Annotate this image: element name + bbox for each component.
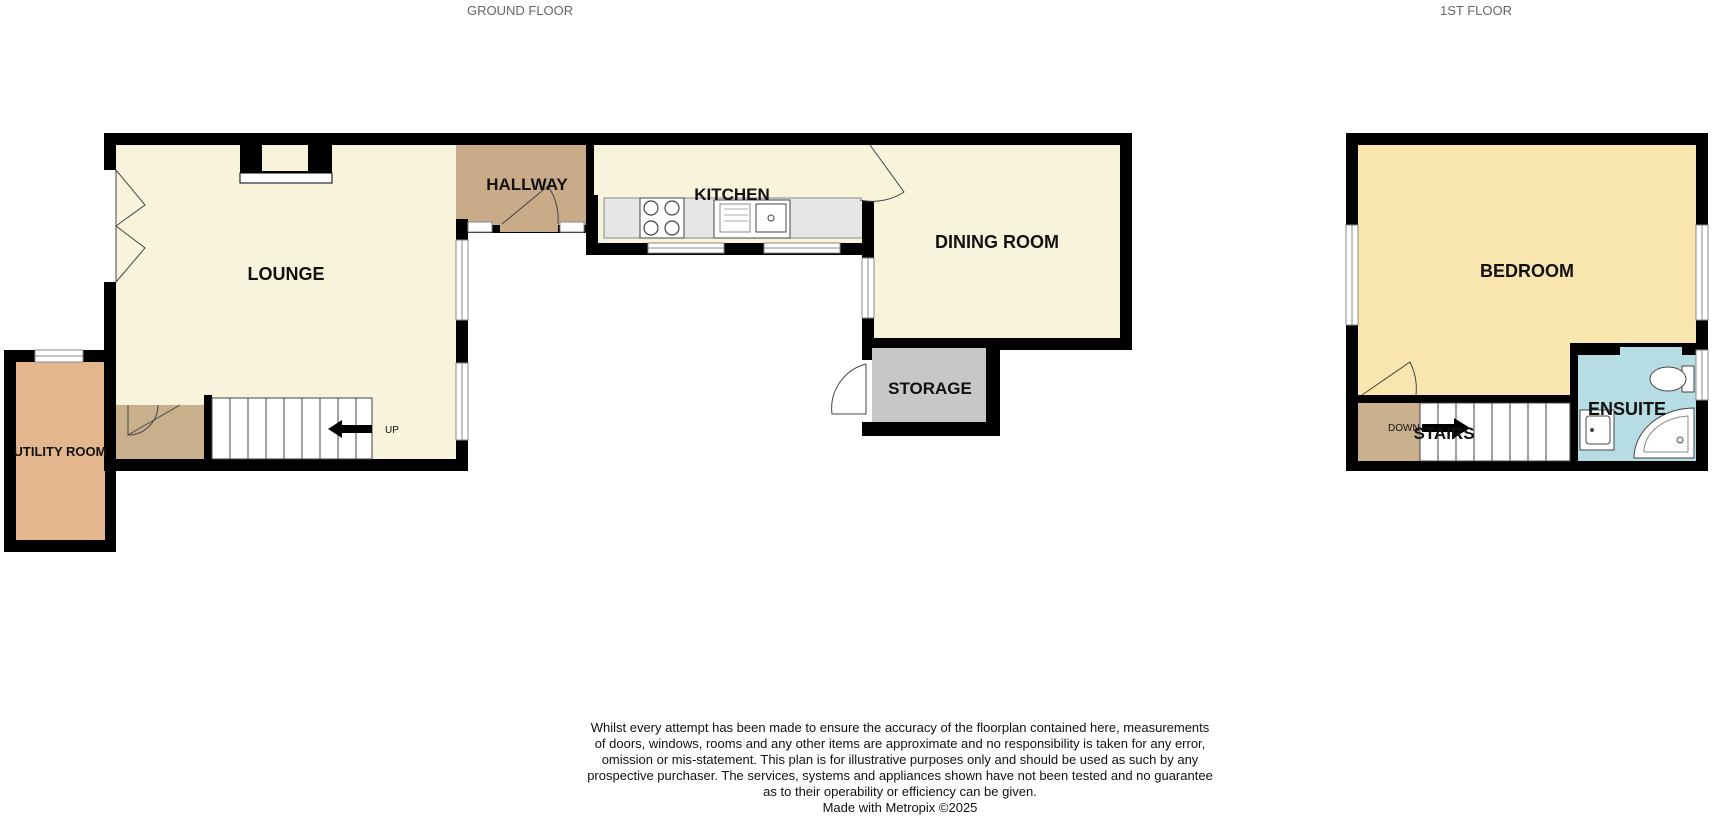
utility-room-label: UTILITY ROOM — [13, 444, 107, 459]
disclaimer — [520, 720, 1280, 816]
disclaimer-line: omission or mis-statement. This plan is for illustrative purposes only and should be used as such by any — [601, 752, 1199, 767]
disclaimer-line: of doors, windows, rooms and any other items are approximate and no responsibility is taken for any error, — [594, 736, 1206, 751]
ensuite-label: ENSUITE — [1587, 399, 1667, 419]
first-floor-plan — [1346, 133, 1708, 471]
ground-floor-plan — [4, 133, 1132, 552]
credit: Made with Metropix ©2025 — [822, 800, 978, 815]
stairs-down-label: DOWN — [1388, 423, 1420, 434]
disclaimer-line: Whilst every attempt has been made to ensure the accuracy of the floorplan contained here, measurements — [590, 720, 1210, 735]
lounge-room — [104, 133, 468, 471]
sink-icon — [714, 200, 790, 238]
stairs-icon — [212, 398, 372, 459]
stairs-up-label: UP — [385, 425, 399, 436]
toilet-icon — [1650, 366, 1694, 392]
dining-room-label: DINING ROOM — [935, 232, 1059, 252]
bedroom-room — [1358, 145, 1696, 343]
stairs-label: STAIRS — [1413, 424, 1475, 443]
disclaimer-line: as to their operability or efficiency can be given. — [763, 784, 1037, 799]
kitchen-label: KITCHEN — [694, 185, 770, 204]
hob-icon — [640, 198, 684, 238]
ground-floor-title: GROUND FLOOR — [467, 3, 574, 18]
hallway-label: HALLWAY — [486, 175, 568, 194]
lounge-label: LOUNGE — [247, 264, 325, 284]
french-door-icon — [104, 170, 116, 282]
storage-label: STORAGE — [888, 379, 972, 398]
disclaimer-line: prospective purchaser. The services, systems and appliances shown have not been tested and no guarantee — [587, 768, 1213, 783]
bedroom-label: BEDROOM — [1480, 261, 1574, 281]
door-icon — [832, 364, 866, 414]
first-floor-title: 1ST FLOOR — [1440, 3, 1513, 18]
